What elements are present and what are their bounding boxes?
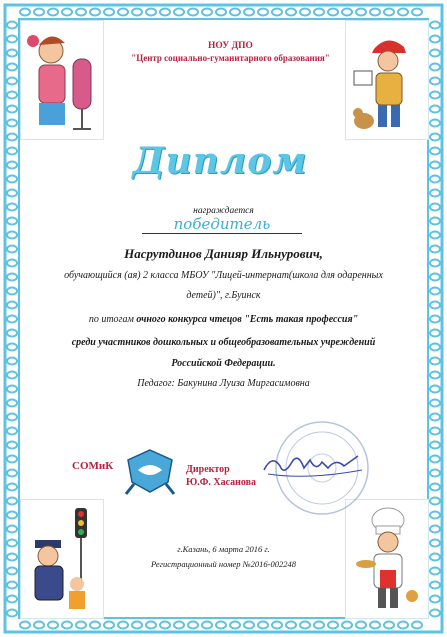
organization-name: НОУ ДПО <box>208 41 253 51</box>
participants-line-2: Российской Федерации. <box>171 358 276 369</box>
contest-prefix: по итогам <box>88 314 137 325</box>
somik-logo-text: СОМиК <box>72 460 114 472</box>
contest-name: очного конкурса чтецов "Есть такая профессия" <box>136 314 359 325</box>
award-underline <box>142 233 302 234</box>
director-title: Директор <box>186 464 230 475</box>
issue-date: г.Казань, 6 марта 2016 г. <box>177 544 270 554</box>
participants-line-1: среди участников дошкольных и общеобразовательных учреждений <box>71 337 376 348</box>
teacher-line: Педагог: Бакунина Луиза Миргасимовна <box>137 378 310 389</box>
study-line-2: детей)", г.Буинск <box>186 290 261 301</box>
director-block <box>186 463 256 489</box>
award-status: победитель <box>173 215 271 233</box>
director-name: Ю.Ф. Хасанова <box>186 477 257 488</box>
postman-icon <box>346 21 428 139</box>
study-line-1: обучающийся (ая) 2 класса МБОУ "Лицей-интернат(школа для одаренных <box>64 270 383 281</box>
contest-line <box>0 314 447 325</box>
seamstress-icon <box>21 21 103 139</box>
awarded-label: награждается <box>193 206 254 216</box>
registration-number: Регистрационный номер №2016-002248 <box>150 559 296 569</box>
postman-picture <box>345 20 429 140</box>
diploma-title: Диплом <box>132 140 308 182</box>
somik-logo-icon <box>120 446 180 496</box>
recipient-name: Насрутдинов Данияр Ильнурович, <box>124 246 323 261</box>
director-signature-icon <box>258 448 368 484</box>
organization-full-name: "Центр социально-гуманитарного образования" <box>131 53 330 63</box>
seamstress-picture <box>20 20 104 140</box>
